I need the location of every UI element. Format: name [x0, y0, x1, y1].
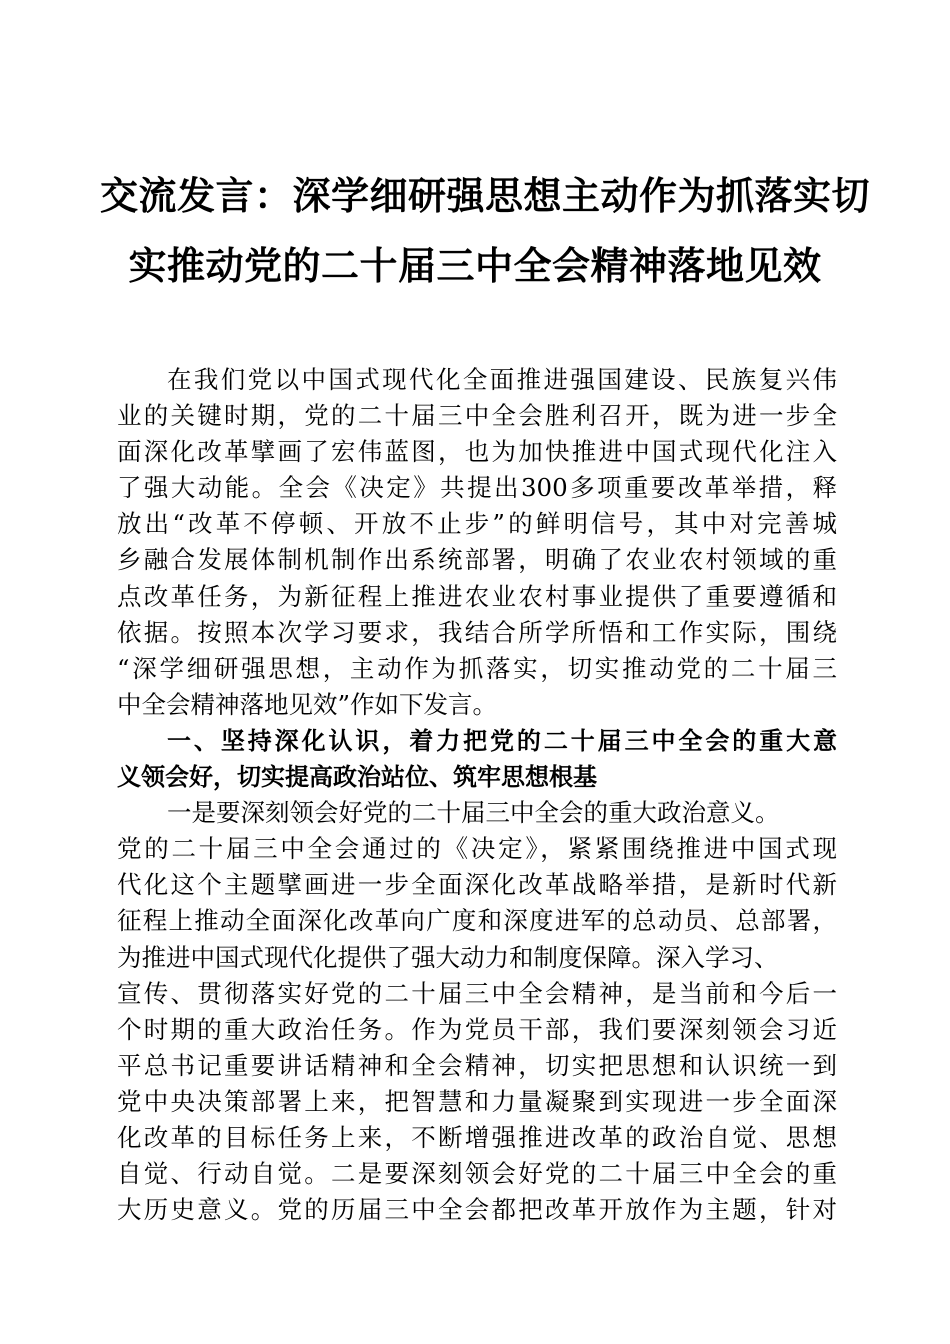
- document-title-line-1: 交流发言：深学细研强思想主动作为抓落实切: [100, 173, 871, 218]
- document-body: [117, 362, 837, 1228]
- paragraph-2-line: 宣传、贯彻落实好党的二十届三中全会精神，是当前和今后一: [117, 978, 837, 1008]
- section-heading-line: 义领会好，切实提高政治站位、筑牢思想根基: [117, 763, 597, 792]
- paragraph-1-line: 乡融合发展体制机制作出系统部署，明确了农业农村领域的重: [117, 545, 837, 575]
- document-title-line-2: 实推动党的二十届三中全会精神落地见效: [128, 243, 822, 288]
- paragraph-2-line: 化改革的目标任务上来，不断增强推进改革的政治自觉、思想: [117, 1122, 837, 1152]
- paragraph-2-line: 代化这个主题擘画进一步全面深化改革战略举措，是新时代新: [117, 870, 837, 900]
- paragraph-2-line: 党中央决策部署上来，把智慧和力量凝聚到实现进一步全面深: [117, 1086, 837, 1116]
- paragraph-1-line: 面深化改革擘画了宏伟蓝图，也为加快推进中国式现代化注入: [117, 437, 837, 467]
- paragraph-2-line: 为推进中国式现代化提供了强大动力和制度保障。深入学习、: [117, 942, 779, 972]
- paragraph-2-line: 个时期的重大政治任务。作为党员干部，我们要深刻领会习近: [117, 1014, 837, 1044]
- paragraph-2-line: 党的二十届三中全会通过的《决定》，紧紧围绕推进中国式现: [117, 834, 837, 864]
- paragraph-1-line: 业的关键时期，党的二十届三中全会胜利召开，既为进一步全: [117, 401, 837, 431]
- paragraph-1-line: 点改革任务，为新征程上推进农业农村事业提供了重要遵循和: [117, 581, 837, 611]
- paragraph-1-line: 了强大动能。全会《决定》共提出300多项重要改革举措，释: [117, 473, 837, 503]
- paragraph-1-line: 放出“改革不停顿、开放不止步”的鲜明信号，其中对完善城: [117, 509, 837, 539]
- section-heading-line: 一、坚持深化认识，着力把党的二十届三中全会的重大意: [167, 726, 837, 755]
- paragraph-2-line: 平总书记重要讲话精神和全会精神，切实把思想和认识统一到: [117, 1050, 837, 1080]
- paragraph-1-line: “深学细研强思想，主动作为抓落实，切实推动党的二十届三: [117, 653, 837, 683]
- paragraph-2-line: 一是要深刻领会好党的二十届三中全会的重大政治意义。: [167, 798, 780, 828]
- paragraph-1-line: 中全会精神落地见效”作如下发言。: [117, 689, 498, 719]
- paragraph-2-line: 征程上推动全面深化改革向广度和深度进军的总动员、总部署，: [117, 906, 837, 936]
- paragraph-2-line: 大历史意义。党的历届三中全会都把改革开放作为主题，针对: [117, 1195, 837, 1225]
- paragraph-1-line: 在我们党以中国式现代化全面推进强国建设、民族复兴伟: [167, 365, 837, 394]
- paragraph-1-line: 依据。按照本次学习要求，我结合所学所悟和工作实际，围绕: [117, 617, 837, 647]
- paragraph-2-line: 自觉、行动自觉。二是要深刻领会好党的二十届三中全会的重: [117, 1159, 837, 1189]
